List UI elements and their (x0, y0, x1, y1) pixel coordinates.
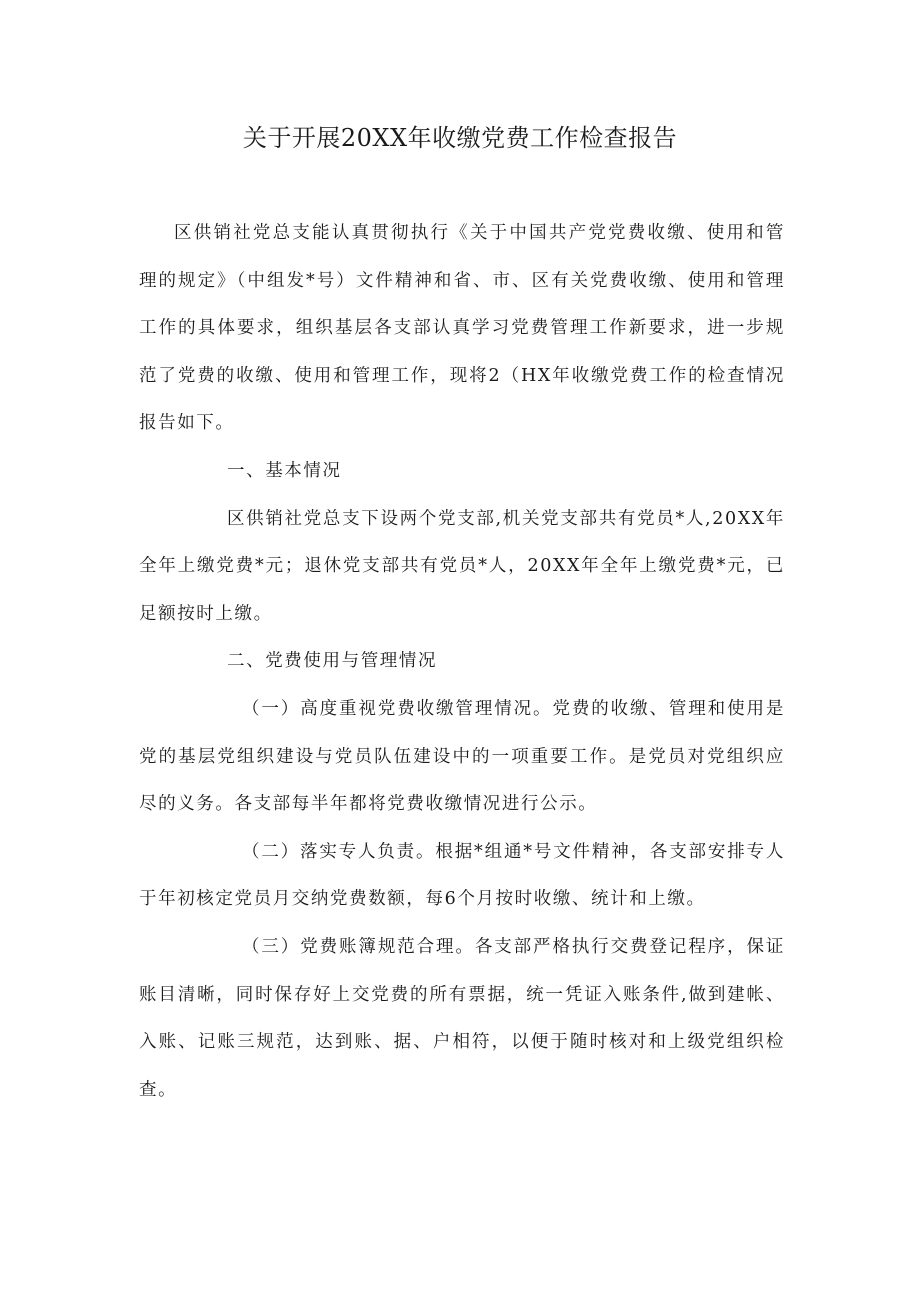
document-title: 关于开展20XX年收缴党费工作检查报告 (242, 124, 678, 152)
section-heading-usage: 二、党费使用与管理情况 (227, 651, 438, 672)
document-body (139, 210, 785, 1114)
section-heading-basic: 一、基本情况 (227, 460, 342, 481)
intro-paragraph: 区供销社党总支能认真贯彻执行《关于中国共产党党费收缴、使用和管理的规定》（中组发*号）文件精神和省、市、区有关党费收缴、使用和管理工作的具体要求，组织基层各支部认真学习党费管理工作新要求，进一步规范了党费的收缴、使用和管理工作，现将2（HX年收缴党费工作的检查情况报告如下。 (139, 223, 785, 434)
subsection-paragraph-1: （一）高度重视党费收缴管理情况。党费的收缴、管理和使用是党的基层党组织建设与党员队伍建设中的一项重要工作。是党员对党组织应尽的义务。各支部每半年都将党费收缴情况进行公示。 (139, 698, 785, 815)
subsection-paragraph-3: （三）党费账簿规范合理。各支部严格执行交费登记程序，保证账目清晰，同时保存好上交党费的所有票据，统一凭证入账条件,做到建帐、入账、记账三规范，达到账、据、户相符，以便于随时核对和上级党组织检查。 (139, 936, 785, 1100)
basic-info-paragraph: 区供销社党总支下设两个党支部,机关党支部共有党员*人,20XX年全年上缴党费*元；退休党支部共有党员*人，20XX年全年上缴党费*元，已足额按时上缴。 (139, 508, 785, 624)
subsection-paragraph-2: （二）落实专人负责。根据*组通*号文件精神，各支部安排专人于年初核定党员月交纳党费数额，每6个月按时收缴、统计和上缴。 (139, 841, 785, 910)
